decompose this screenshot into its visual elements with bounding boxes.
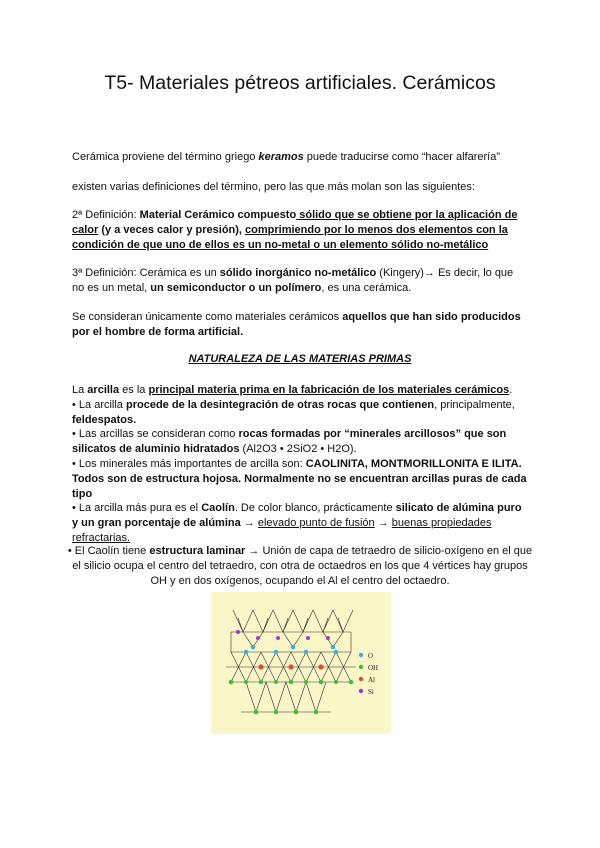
clay-line-4: [72, 457, 527, 501]
clay-line-5: [72, 501, 527, 545]
text: →: [374, 517, 392, 530]
section-heading: NATURALEZA DE LAS MATERIAS PRIMAS: [188, 353, 412, 365]
kaolinite-structure-diagram: [211, 592, 391, 734]
legend-si-label: Si: [368, 688, 374, 696]
text: La: [72, 384, 88, 396]
keramos-term: keramos: [258, 151, 304, 163]
text: (Al2O3 • 2SiO2 • H2O).: [239, 443, 357, 456]
text: procede de la desintegración de otras rocas que contienen: [126, 398, 435, 411]
text: aquellos que han sido producidos por el hombre de forma artificial.: [72, 311, 521, 338]
text: rocas formadas por “minerales arcillosos” que son silicatos de aluminio hidratados: [72, 428, 507, 456]
text: • Los minerales más importantes de arcilla son:: [72, 457, 306, 470]
atoms: [229, 630, 354, 714]
text: Se consideran únicamente como materiales cerámicos: [72, 311, 343, 323]
text: sólido inorgánico no-metálico: [219, 267, 377, 279]
text: , principalmente,: [434, 398, 515, 411]
kaolinite-structure-figure: [211, 592, 391, 734]
legend-o-label: O: [368, 652, 374, 660]
text: principal materia prima en la fabricación de los materiales cerámicos: [148, 384, 510, 396]
text: . De color blanco, prácticamente: [234, 502, 396, 515]
legend-si-swatch: [359, 689, 363, 693]
definitions-intro: existen varias definiciones del término, pero las que más molan son las siguientes:: [72, 181, 475, 193]
text: silicato de alúmina puro y un gran porcentaje de alúmina: [72, 502, 522, 530]
text: arcilla: [87, 384, 120, 396]
text: elevado punto de fusión: [257, 517, 375, 530]
kaolin-paragraph: [66, 544, 534, 588]
text: → Unión de capa de tetraedro de silicio-oxígeno en el que el silicio ocupa el centro del tetraedro, con otra de octaedros en los que 4 vértices hay grupos OH y en dos oxígenos, ocupando el Al el centro del octaedro.: [72, 545, 533, 587]
text: comprimiendo por lo menos dos elementos con la condición de que uno de ellos es un no-metal o un elemento sólido no-metálico: [72, 223, 508, 251]
clay-line-2: [72, 398, 527, 428]
text: buenas propiedades refractarias.: [72, 517, 492, 544]
text: estructura laminar: [149, 545, 246, 557]
page-title: T5- Materiales pétreos artificiales. Cerámicos: [104, 72, 496, 94]
text: Material Cerámico compuesto: [139, 209, 297, 221]
text: • La arcilla: [72, 398, 126, 411]
legend-oh-swatch: [359, 665, 363, 669]
legend-o-swatch: [359, 653, 363, 657]
text: 2ª Definición:: [72, 209, 140, 221]
tetrahedra-layer: [231, 610, 353, 647]
intro-paragraph: [72, 150, 527, 165]
text: es la: [119, 384, 149, 396]
text: (y a veces calor y presión),: [98, 223, 246, 236]
text: • El Caolín tiene: [67, 545, 150, 557]
clay-line-3: [72, 427, 527, 457]
text: Cerámica proviene del término griego: [72, 151, 259, 163]
text: (Kingery)→ Es decir, lo que no es un metal,: [72, 267, 514, 294]
legend: [359, 652, 378, 696]
considered-paragraph: [72, 310, 527, 340]
clay-line-1: [72, 383, 527, 398]
clay-section: [72, 383, 527, 546]
text: CAOLINITA, MONTMORILLONITA E ILITA. Todos son de estructura hojosa. Normalmente no se encuentran arcillas puras de cada tipo: [72, 457, 527, 500]
definition-2: [72, 208, 527, 252]
legend-al-swatch: [359, 677, 363, 681]
text: un semiconductor o un polímero: [150, 281, 322, 294]
legend-al-label: Al: [368, 676, 375, 684]
text: .: [509, 384, 513, 396]
text: • La arcilla más pura es el: [72, 502, 202, 515]
text: Caolín: [201, 502, 235, 515]
definition-3: [72, 266, 527, 296]
text: feldespatos.: [72, 413, 137, 426]
text: →: [240, 517, 258, 530]
text: • Las arcillas se consideran como: [72, 428, 239, 441]
legend-oh-label: OH: [368, 664, 379, 672]
text: sólido que se obtiene por la aplicación de calor: [72, 209, 518, 236]
text: , es una cerámica.: [321, 281, 412, 294]
text: puede traducirse como “hacer alfarería”: [303, 151, 501, 163]
text: 3ª Definición: Cerámica es un: [72, 267, 220, 279]
